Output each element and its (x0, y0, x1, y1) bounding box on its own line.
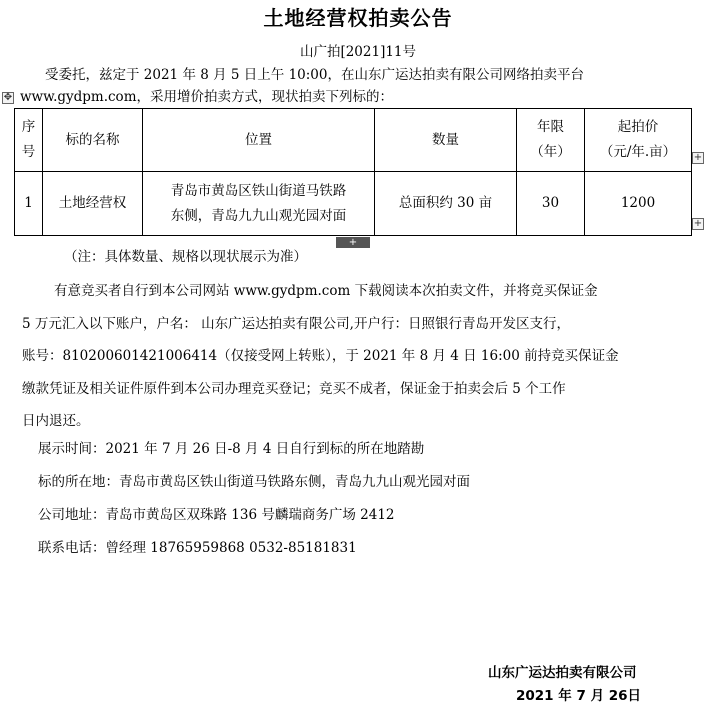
header-term-line-1: 年限 (537, 119, 564, 135)
header-location: 位置 (143, 109, 375, 172)
registration-paragraph (22, 275, 672, 438)
cell-term: 30 (517, 172, 585, 236)
paragraph-line: 5 万元汇入以下账户，户名： 山东广运达拍卖有限公司,开户行：日照银行青岛开发区支行， (22, 315, 570, 332)
lot-location: 标的所在地：青岛市黄岛区铁山街道马铁路东侧，青岛九九山观光园对面 (38, 474, 470, 490)
signature-company: 山东广运达拍卖有限公司 (488, 665, 637, 681)
cell-start-price: 1200 (585, 172, 692, 236)
signature-date: 2021 年 7 月 26日 (516, 688, 642, 704)
paragraph-line: 账号：810200601421006414（仅接受网上转账），于 2021 年 8 月 4 日 16:00 前持竞买保证金 (22, 348, 619, 364)
add-row-plus-icon[interactable]: + (693, 152, 703, 163)
contact-phone: 联系电话：曾经理 18765959868 0532-85181831 (38, 540, 357, 556)
paragraph-line: 有意竞买者自行到本公司网站 www.gydpm.com 下载阅读本次拍卖文件，并将竞买保证金 (54, 283, 598, 299)
header-no-line-2: 号 (21, 144, 36, 160)
cell-location (143, 172, 375, 236)
header-term (517, 109, 585, 172)
cell-location-line-2: 东侧，青岛九九山观光园对面 (170, 207, 347, 224)
paragraph-line: 缴款凭证及相关证件原件到本公司办理竞买登记；竞买不成者，保证金于拍卖会后 5 个工作 (22, 380, 566, 397)
header-start-price (585, 109, 692, 172)
cell-name: 土地经营权 (43, 172, 143, 236)
table-move-handle-icon[interactable]: ✥ (3, 92, 13, 103)
auction-lot-table (14, 108, 692, 236)
add-column-plus-icon[interactable]: + (336, 237, 370, 248)
cell-quantity: 总面积约 30 亩 (375, 172, 517, 236)
document-number: 山广拍[2021]11号 (299, 44, 417, 60)
intro-line-1: 受委托，兹定于 2021 年 8 月 5 日上午 10:00，在山东广运达拍卖有限公司网络拍卖平台 (45, 67, 584, 83)
header-name: 标的名称 (43, 109, 143, 172)
page-title: 土地经营权拍卖公告 (263, 6, 453, 30)
add-row-plus-icon[interactable]: + (693, 218, 703, 229)
cell-location-line-1: 青岛市黄岛区铁山街道马铁路 (170, 182, 347, 199)
table-header-row (15, 109, 692, 172)
exhibition-time: 展示时间：2021 年 7 月 26 日-8 月 4 日自行到标的所在地踏勘 (38, 441, 425, 457)
cell-no: 1 (15, 172, 43, 236)
intro-line-2: www.gydpm.com，采用增价拍卖方式，现状拍卖下列标的： (20, 89, 393, 105)
paragraph-line: 日内退还。 (22, 413, 90, 429)
header-no-line-1: 序 (21, 119, 36, 135)
header-term-line-2: （年） (530, 144, 571, 160)
company-address: 公司地址：青岛市黄岛区双珠路 136 号麟瑞商务广场 2412 (38, 507, 395, 523)
header-start-price-line-1: 起拍价 (617, 119, 659, 135)
table-note: （注：具体数量、规格以现状展示为准） (64, 249, 307, 265)
header-start-price-line-2: （元/年.亩） (599, 144, 677, 160)
header-quantity: 数量 (375, 109, 517, 172)
table-row (15, 172, 692, 236)
header-no (15, 109, 43, 172)
